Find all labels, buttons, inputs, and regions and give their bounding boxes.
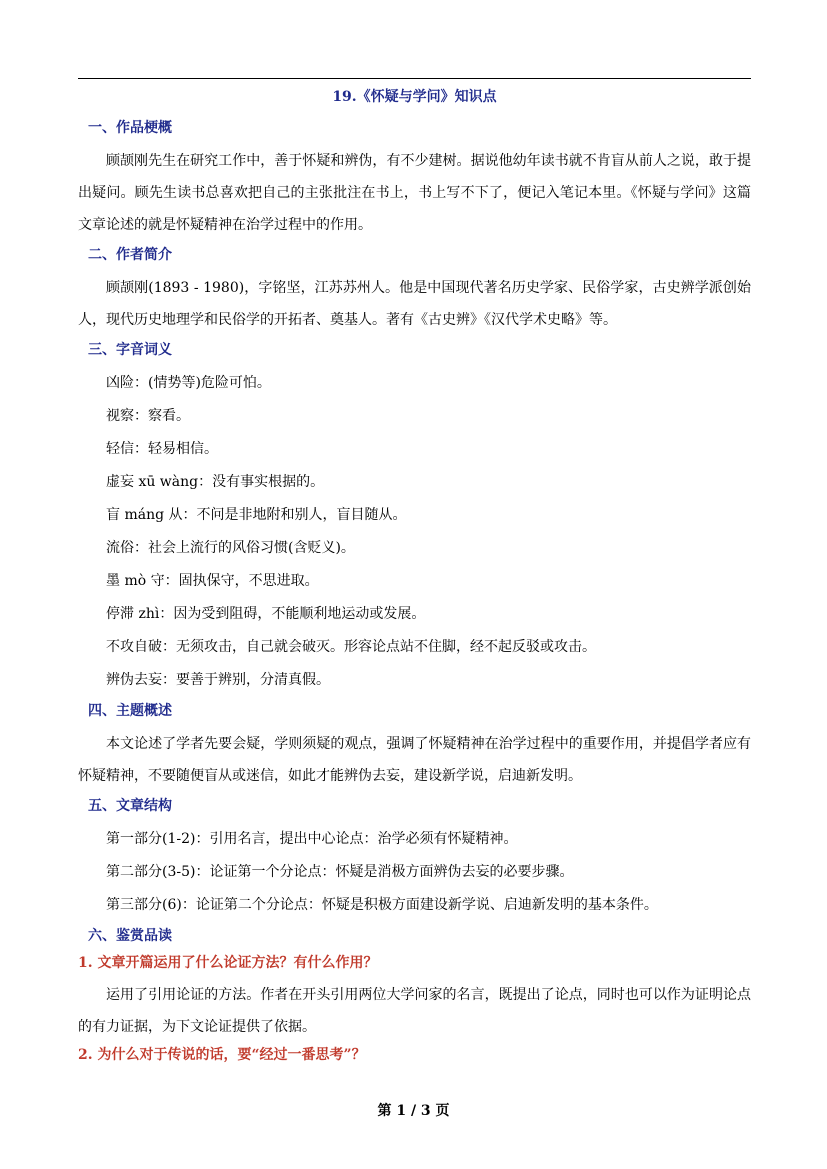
vocab-item: 墨 mò 守：固执保守，不思进取。 xyxy=(106,573,319,589)
answer-1: 运用了引用论证的方法。作者在开头引用两位大学问家的名言，既提出了论点，同时也可以作为证明论点的有力证据，为下文论证提供了依据。 xyxy=(78,987,751,1035)
page-title: 19.《怀疑与学问》知识点 xyxy=(332,89,497,105)
paragraph-theme: 本文论述了学者先要会疑，学则须疑的观点，强调了怀疑精神在治学过程中的重要作用，并提倡学者应有怀疑精神，不要随便盲从或迷信，如此才能辨伪去妄，建设新学说，启迪新发明。 xyxy=(78,736,751,784)
structure-item: 第二部分(3-5)：论证第一个分论点：怀疑是消极方面辨伪去妄的必要步骤。 xyxy=(106,864,574,880)
page-footer: 第 1 / 3 页 xyxy=(377,1103,450,1119)
vocab-item: 盲 máng 从：不问是非地附和别人，盲目随从。 xyxy=(106,507,407,523)
structure-item: 第一部分(1-2)：引用名言，提出中心论点：治学必须有怀疑精神。 xyxy=(106,831,518,847)
vocab-item: 辨伪去妄：要善于辨别，分清真假。 xyxy=(106,672,330,688)
question-2: 2. 为什么对于传说的话，要“经过一番思考”？ xyxy=(78,1047,366,1063)
section-heading-structure: 五、文章结构 xyxy=(88,798,172,814)
vocab-item: 虚妄 xū wàng：没有事实根据的。 xyxy=(106,474,325,490)
document-body xyxy=(78,114,751,1071)
paragraph-summary: 顾颉刚先生在研究工作中，善于怀疑和辨伪，有不少建树。据说他幼年读书就不肯盲从前人之说，敢于提出疑问。顾先生读书总喜欢把自己的主张批注在书上，书上写不下了，便记入笔记本里。《怀疑与学问》这篇文章论述的就是怀疑精神在治学过程中的作用。 xyxy=(78,153,751,233)
vocab-item: 流俗：社会上流行的风俗习惯(含贬义)。 xyxy=(106,540,355,556)
section-heading-summary: 一、作品梗概 xyxy=(88,120,172,136)
section-heading-theme: 四、主题概述 xyxy=(88,703,172,719)
section-heading-author: 二、作者简介 xyxy=(88,247,172,263)
header-rule xyxy=(78,78,751,79)
question-1: 1. 文章开篇运用了什么论证方法？有什么作用？ xyxy=(78,955,378,971)
structure-item: 第三部分(6)：论证第二个分论点：怀疑是积极方面建设新学说、启迪新发明的基本条件。 xyxy=(106,897,658,913)
vocab-item: 凶险：(情势等)危险可怕。 xyxy=(106,375,271,391)
vocab-item: 轻信：轻易相信。 xyxy=(106,441,218,457)
section-heading-vocabulary: 三、字音词义 xyxy=(88,342,172,358)
paragraph-author: 顾颉刚(1893 - 1980)，字铭坚，江苏苏州人。他是中国现代著名历史学家、民俗学家，古史辨学派创始人，现代历史地理学和民俗学的开拓者、奠基人。著有《古史辨》《汉代学术史略》等。 xyxy=(78,280,751,328)
vocab-item: 停滞 zhì：因为受到阻碍，不能顺利地运动或发展。 xyxy=(106,606,426,622)
vocab-item: 不攻自破：无须攻击，自己就会破灭。形容论点站不住脚，经不起反驳或攻击。 xyxy=(106,639,596,655)
vocab-item: 视察：察看。 xyxy=(106,408,190,424)
section-heading-appreciation: 六、鉴赏品读 xyxy=(88,928,172,944)
